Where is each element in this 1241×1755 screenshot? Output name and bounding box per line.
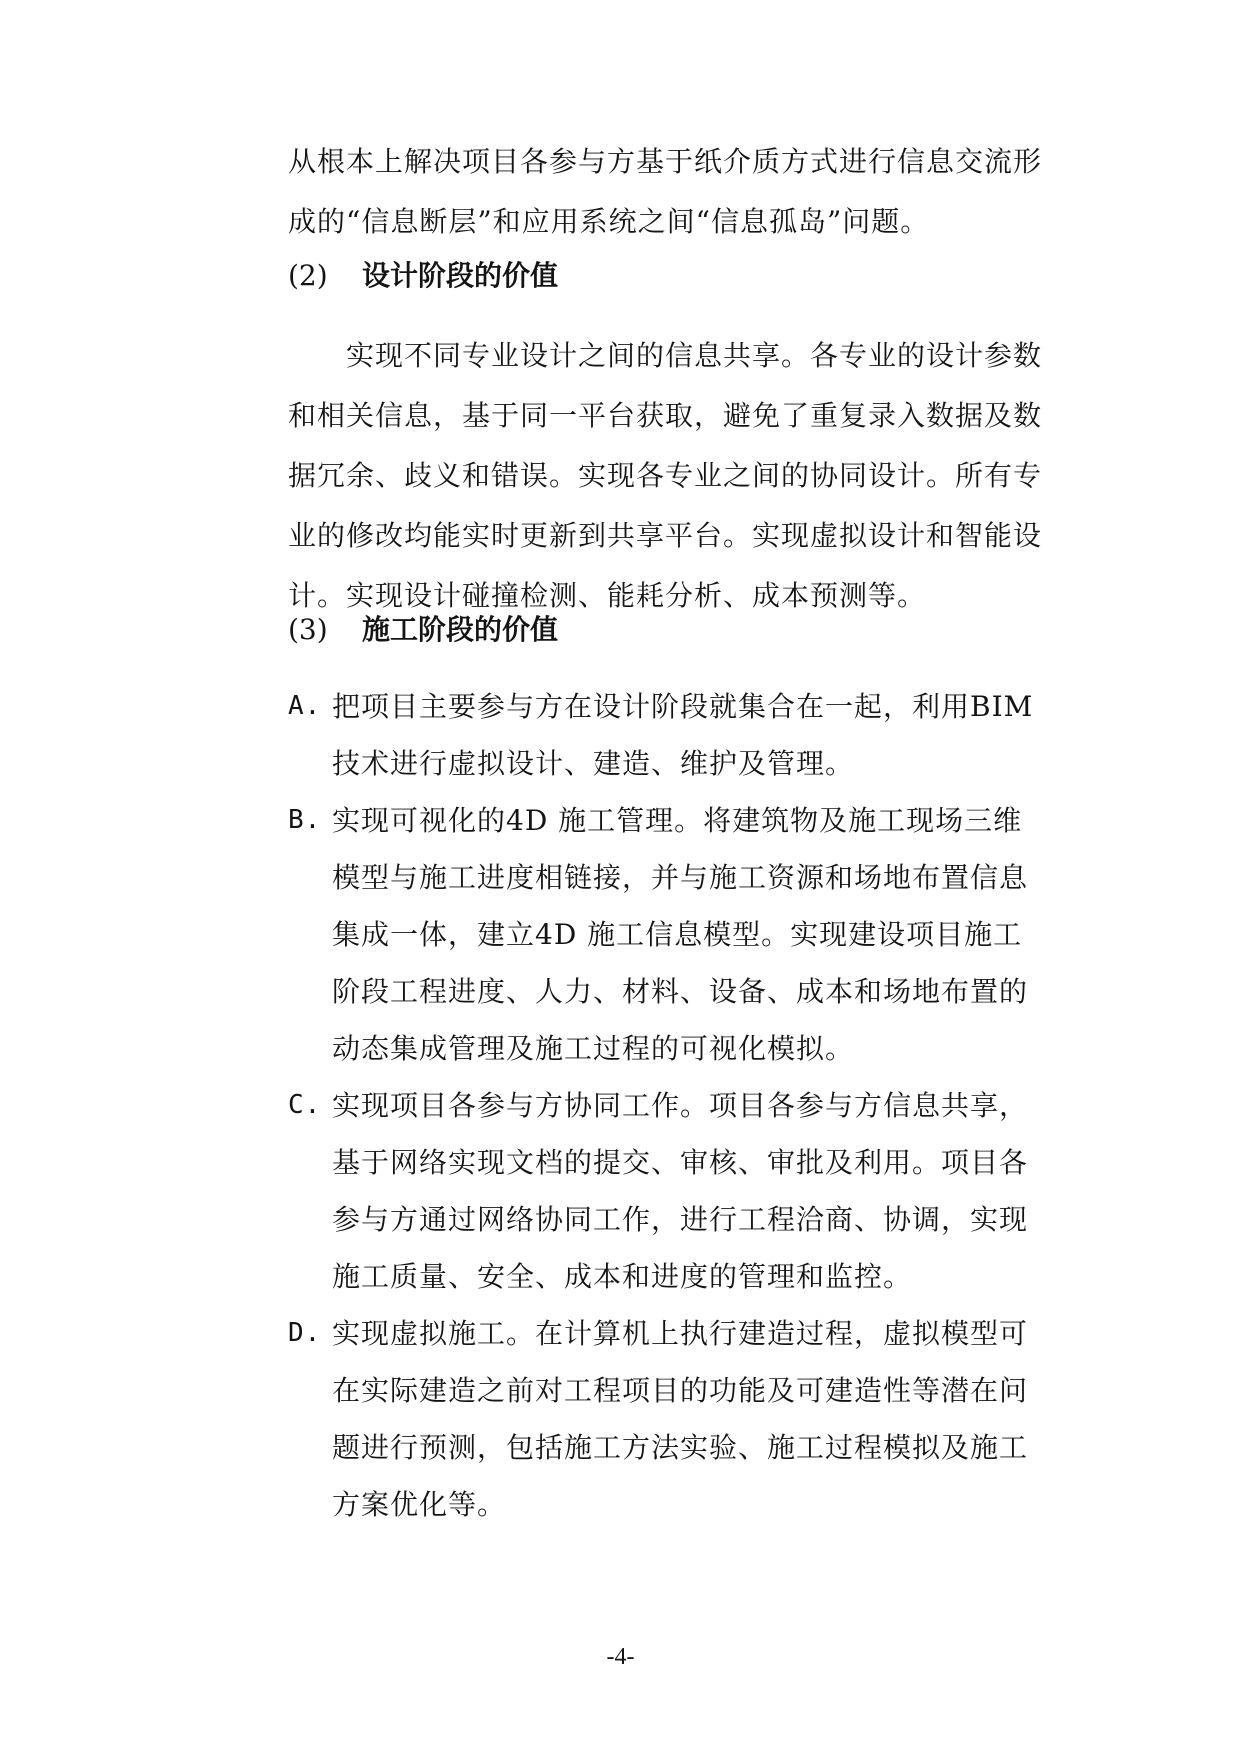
- section-number: (2): [288, 259, 328, 292]
- list-marker: A.: [288, 691, 322, 721]
- list-item-text: 把项目主要参与方在设计阶段就集合在一起，利用BIM技术进行虚拟设计、建造、维护及管理。: [332, 690, 1034, 780]
- list-item-text: 实现可视化的4D 施工管理。将建筑物及施工现场三维模型与施工进度相链接，并与施工资源和场地布置信息集成一体，建立4D 施工信息模型。实现建设项目施工阶段工程进度、人力、材料、设备、成本和场地布置的动态集成管理及施工过程的可视化模拟。: [332, 804, 1029, 1065]
- list-marker: B.: [288, 805, 322, 835]
- section-title: 设计阶段的价值: [362, 259, 559, 292]
- section-number: (3): [288, 613, 328, 646]
- intro-paragraph: 从根本上解决项目各参与方基于纸介质方式进行信息交流形成的“信息断层”和应用系统之间“信息孤岛”问题。: [288, 145, 1043, 238]
- list-item: [288, 1077, 1048, 1305]
- section-heading-design: [288, 256, 1048, 296]
- list-item: [288, 678, 1048, 792]
- design-paragraph: 实现不同专业设计之间的信息共享。各专业的设计参数和相关信息，基于同一平台获取，避免了重复录入数据及数据冗余、歧义和错误。实现各专业之间的协同设计。所有专业的修改均能实时更新到共享平台。实现虚拟设计和智能设计。实现设计碰撞检测、能耗分析、成本预测等。: [288, 339, 1043, 612]
- section-title: 施工阶段的价值: [362, 613, 559, 646]
- list-item-text: 实现虚拟施工。在计算机上执行建造过程，虚拟模型可在实际建造之前对工程项目的功能及可建造性等潜在问题进行预测，包括施工方法实验、施工过程模拟及施工方案优化等。: [332, 1317, 1029, 1521]
- list-item: [288, 792, 1048, 1077]
- section-heading-construction: [288, 610, 1048, 650]
- construction-value-list: [288, 678, 1048, 1533]
- list-item: [288, 1305, 1048, 1533]
- page-number: -4-: [606, 1644, 635, 1670]
- list-marker: D.: [288, 1318, 322, 1348]
- list-item-text: 实现项目各参与方协同工作。项目各参与方信息共享，基于网络实现文档的提交、审核、审批及利用。项目各参与方通过网络协同工作，进行工程洽商、协调，实现施工质量、安全、成本和进度的管理和监控。: [332, 1089, 1029, 1293]
- list-marker: C.: [288, 1090, 322, 1120]
